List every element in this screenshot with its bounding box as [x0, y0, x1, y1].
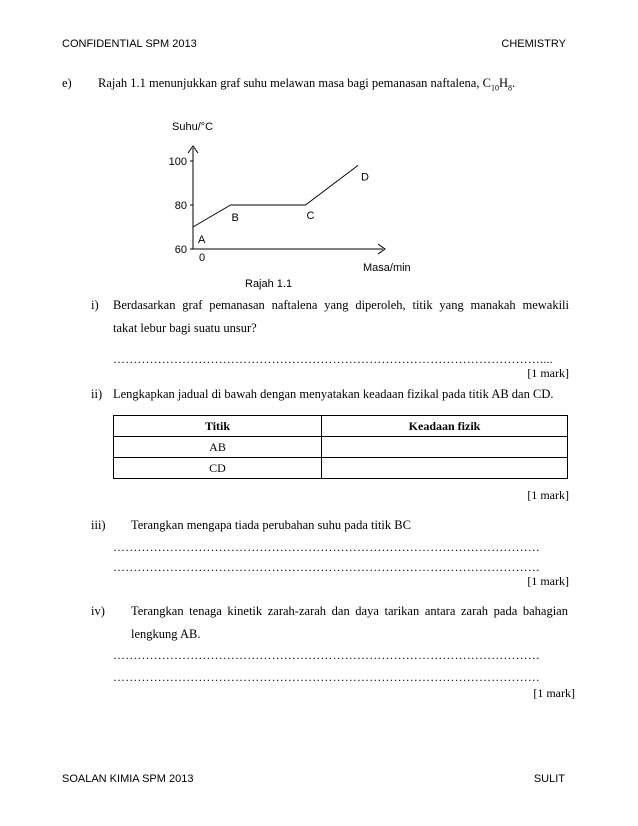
y-tick-label: 80 — [174, 200, 187, 212]
answer-line-iii-2: …………………………………………………………………………………………… — [113, 560, 540, 574]
table-cell-answer[interactable] — [322, 458, 568, 479]
formula-sub-8: 8 — [507, 83, 512, 93]
footer-left: SOALAN KIMIA SPM 2013 — [62, 773, 194, 785]
table-cell-answer[interactable] — [322, 437, 568, 458]
x-axis-label: Masa/min — [363, 262, 411, 274]
point-label-c: C — [306, 210, 315, 222]
question-e-text-before: Rajah 1.1 menunjukkan graf suhu melawan masa bagi pemanasan naftalena, C — [98, 76, 491, 90]
answer-line-iv-1: …………………………………………………………………………………………… — [113, 648, 540, 662]
point-label-d: D — [361, 171, 369, 184]
mark-i: [1 mark] — [527, 366, 569, 380]
question-i-line2: takat lebur bagi suatu unsur? — [113, 321, 257, 335]
temperature-time-graph — [0, 0, 638, 300]
question-ii-label: ii) — [91, 387, 103, 401]
question-ii-text: Lengkapkan jadual di bawah dengan menyatakan keadaan fizikal pada titik AB dan CD. — [113, 387, 554, 401]
formula-sub-10: 10 — [490, 83, 499, 93]
question-iii-text: Terangkan mengapa tiada perubahan suhu pada titik BC — [131, 518, 411, 532]
table-row — [114, 458, 568, 479]
mark-ii: [1 mark] — [527, 488, 569, 502]
segment-cd — [306, 165, 359, 205]
origin-label: 0 — [199, 252, 206, 264]
mark-iii: [1 mark] — [527, 574, 569, 588]
question-i-label: i) — [91, 298, 99, 312]
y-tick-label: 100 — [168, 156, 187, 168]
physical-state-table — [113, 415, 568, 479]
table-cell-titik: CD — [114, 458, 322, 479]
formula-h: H — [498, 76, 508, 90]
answer-line-iii-1: …………………………………………………………………………………………… — [113, 540, 540, 554]
question-i-line1: Berdasarkan graf pemanasan naftalena yang diperoleh, titik yang manakah mewakili — [113, 298, 569, 312]
table-header-keadaan: Keadaan fizik — [322, 416, 568, 437]
mark-iv: [1 mark] — [533, 686, 575, 700]
question-e-text-after: . — [511, 76, 516, 90]
header-right: CHEMISTRY — [501, 38, 566, 50]
table-header-titik: Titik — [114, 416, 322, 437]
table-cell-titik: AB — [114, 437, 322, 458]
segment-ab — [193, 205, 231, 227]
question-iii-label: iii) — [91, 518, 106, 532]
question-iv-line1: Terangkan tenaga kinetik zarah-zarah dan daya tarikan antara zarah pada bahagian — [131, 604, 568, 618]
question-e-label: e) — [62, 76, 72, 90]
chart-title: Rajah 1.1 — [245, 278, 293, 290]
table-row — [114, 437, 568, 458]
answer-line-iv-2: …………………………………………………………………………………………… — [113, 670, 540, 684]
question-iv-line2: lengkung AB. — [131, 627, 201, 641]
footer-right: SULIT — [533, 773, 565, 785]
table-header-row — [114, 416, 568, 437]
question-iv-label: iv) — [91, 604, 105, 618]
header-left: CONFIDENTIAL SPM 2013 — [62, 38, 197, 50]
point-label-b: B — [231, 212, 239, 224]
point-label-a: A — [198, 234, 206, 246]
answer-line-i: …………………………………………………………………………………………….... — [113, 352, 553, 366]
y-axis-label: Suhu/°C — [172, 121, 214, 133]
y-tick-label: 60 — [174, 244, 187, 256]
